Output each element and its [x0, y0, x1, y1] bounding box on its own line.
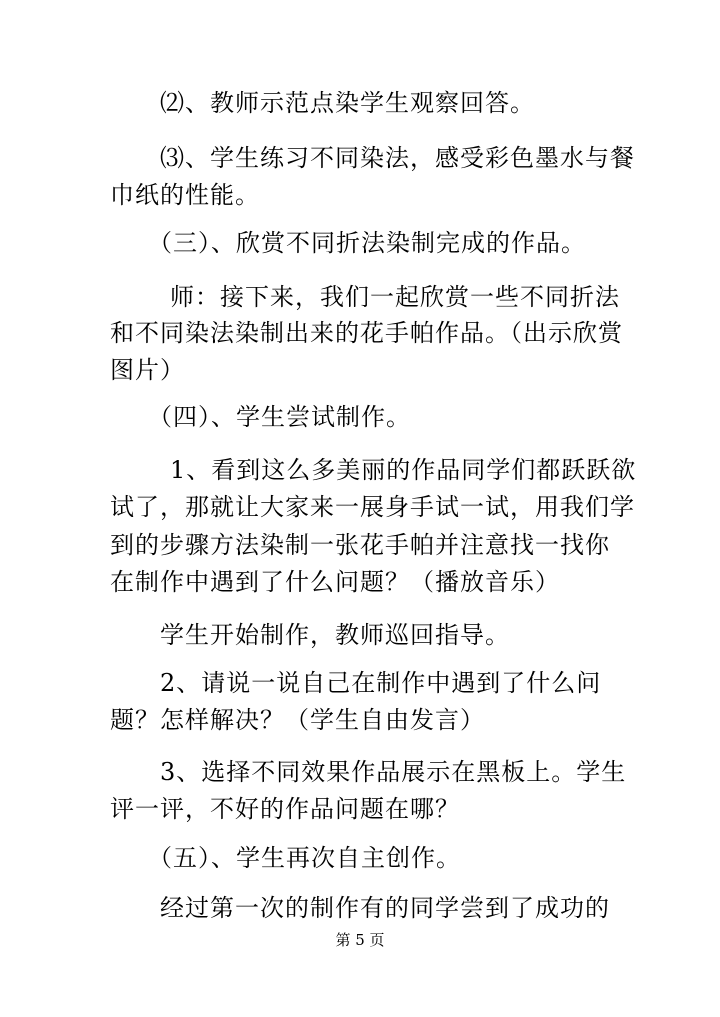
- text-line: 1、看到这么多美丽的作品同学们都跃跃欲: [170, 456, 637, 484]
- text-line: 师：接下来，我们一起欣赏一些不同折法: [170, 283, 620, 311]
- text-line: ⑶、学生练习不同染法，感受彩色墨水与餐: [160, 144, 635, 172]
- page-number: 第 5 页: [335, 931, 385, 949]
- text-line: ⑵、教师示范点染学生观察回答。: [160, 89, 535, 117]
- section-heading: （三）、欣赏不同折法染制完成的作品。: [148, 229, 586, 257]
- text-line: 2、请说一说自己在制作中遇到了什么问: [160, 669, 602, 697]
- text-line: 试了，那就让大家来一展身手试一试，用我们学: [110, 493, 635, 521]
- text-line: 到的步骤方法染制一张花手帕并注意找一找你: [110, 531, 610, 559]
- text-line: 题？怎样解决？（学生自由发言）: [110, 706, 485, 734]
- text-line: 和不同染法染制出来的花手帕作品。（出示欣赏: [110, 319, 623, 347]
- text-line: 3、选择不同效果作品展示在黑板上。学生: [160, 758, 627, 786]
- section-heading: （四）、学生尝试制作。: [148, 403, 411, 431]
- text-line: 学生开始制作，教师巡回指导。: [160, 621, 510, 649]
- text-line: 巾纸的性能。: [110, 181, 260, 209]
- text-line: 评一评，不好的作品问题在哪？: [110, 795, 460, 823]
- text-line: 经过第一次的制作有的同学尝到了成功的: [160, 894, 610, 922]
- text-line: 图片）: [110, 356, 185, 384]
- text-line: 在制作中遇到了什么问题？（播放音乐）: [110, 568, 560, 596]
- section-heading: （五）、学生再次自主创作。: [148, 844, 461, 872]
